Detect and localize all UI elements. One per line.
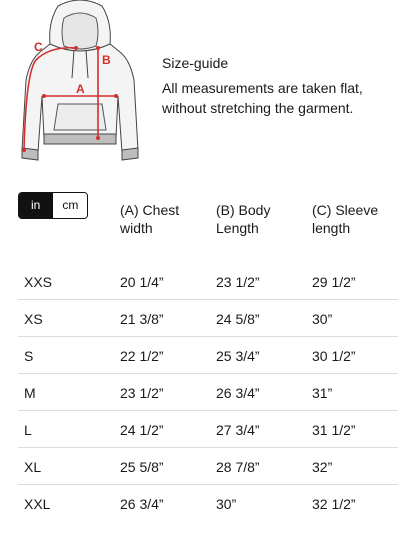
measure-b-label: B [102, 53, 111, 67]
measure-c-label: C [34, 40, 43, 54]
chest-cell: 20 1/4” [120, 274, 164, 290]
table-row [18, 337, 398, 374]
header-body-length [216, 201, 270, 237]
header-sleeve-line2: length [312, 220, 351, 236]
chest-cell: 26 3/4” [120, 496, 164, 512]
table-row [18, 411, 398, 448]
unit-toggle [18, 192, 88, 219]
body-length-cell: 23 1/2” [216, 274, 260, 290]
size-guide-description-line2: without stretching the garment. [162, 100, 354, 116]
size-cell: XL [24, 459, 42, 475]
size-cell: XS [24, 311, 43, 327]
chest-cell: 25 5/8” [120, 459, 164, 475]
sleeve-length-cell: 31 1/2” [312, 422, 356, 438]
body-length-cell: 24 5/8” [216, 311, 260, 327]
header-chest-line1: (A) Chest [120, 202, 180, 218]
chest-cell: 21 3/8” [120, 311, 164, 327]
body-length-cell: 25 3/4” [216, 348, 260, 364]
measure-a-label: A [76, 82, 85, 96]
sleeve-length-cell: 30 1/2” [312, 348, 356, 364]
size-cell: XXS [24, 274, 53, 290]
unit-cm-button[interactable]: cm [52, 193, 87, 218]
header-sleeve-length [312, 201, 378, 237]
sleeve-length-cell: 30” [312, 311, 333, 327]
body-length-cell: 26 3/4” [216, 385, 260, 401]
size-guide-description [162, 78, 402, 118]
unit-inches-button[interactable]: in [19, 193, 52, 218]
chest-cell: 22 1/2” [120, 348, 164, 364]
header-chest-width [120, 201, 179, 237]
table-row [18, 374, 398, 411]
header-sleeve-line1: (C) Sleeve [312, 202, 379, 218]
chest-cell: 23 1/2” [120, 385, 164, 401]
sleeve-length-cell: 32 1/2” [312, 496, 356, 512]
table-row [18, 448, 398, 485]
size-cell: XXL [24, 496, 51, 512]
table-row [18, 300, 398, 337]
size-cell: L [24, 422, 32, 438]
body-length-cell: 28 7/8” [216, 459, 260, 475]
size-guide-info [162, 54, 402, 118]
sleeve-length-cell: 31” [312, 385, 333, 401]
header-body-line1: (B) Body [216, 202, 271, 218]
size-guide-description-line1: All measurements are taken flat, [162, 80, 363, 96]
body-length-cell: 30” [216, 496, 237, 512]
sleeve-length-cell: 32” [312, 459, 333, 475]
size-cell: M [24, 385, 36, 401]
body-length-cell: 27 3/4” [216, 422, 260, 438]
size-table [18, 263, 398, 521]
header-body-line2: Length [216, 220, 259, 236]
header-chest-line2: width [120, 220, 153, 236]
size-guide-title: Size-guide [162, 55, 229, 71]
table-row [18, 263, 398, 300]
size-cell: S [24, 348, 34, 364]
sleeve-length-cell: 29 1/2” [312, 274, 356, 290]
chest-cell: 24 1/2” [120, 422, 164, 438]
table-row [18, 485, 398, 521]
hoodie-illustration [14, 0, 146, 168]
